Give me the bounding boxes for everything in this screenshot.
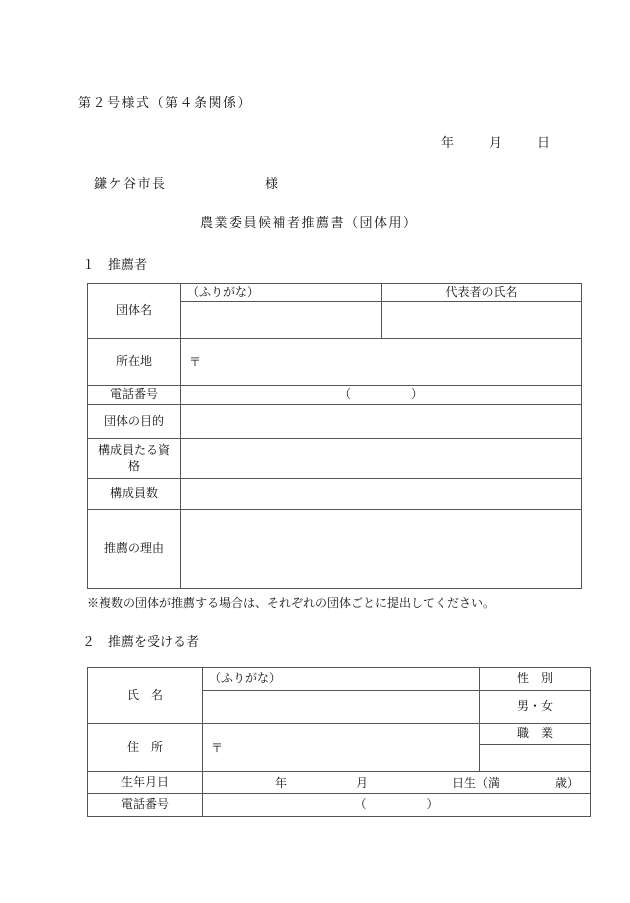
rep-name-field[interactable] bbox=[382, 302, 582, 339]
member-count-label: 構成員数 bbox=[88, 479, 181, 510]
org-purpose-label: 団体の目的 bbox=[88, 405, 181, 439]
candidate-name-field[interactable] bbox=[203, 691, 480, 724]
member-qualification-label: 構成員たる資格 bbox=[88, 439, 181, 479]
birth-year-label: 年 bbox=[275, 776, 288, 790]
occupation-label: 職 業 bbox=[480, 724, 591, 745]
member-count-field[interactable] bbox=[181, 479, 582, 510]
gender-label: 性 別 bbox=[480, 668, 591, 691]
rep-name-label: 代表者の氏名 bbox=[382, 284, 582, 302]
candidate-address-field[interactable] bbox=[203, 724, 480, 772]
date-month-label: 月 bbox=[489, 136, 503, 151]
gender-options[interactable]: 男・女 bbox=[480, 691, 591, 724]
member-qualification-field[interactable] bbox=[181, 439, 582, 479]
recommendation-reason-field[interactable] bbox=[181, 510, 582, 589]
candidate-phone-label: 電話番号 bbox=[88, 794, 203, 817]
document-title: 農業委員候補者推薦書（団体用） bbox=[200, 216, 418, 231]
addressee: 鎌ケ谷市長 bbox=[94, 177, 167, 192]
org-address-field[interactable] bbox=[181, 339, 582, 386]
date-day-label: 日 bbox=[537, 136, 551, 151]
org-phone-field[interactable]: （ ） bbox=[181, 386, 582, 405]
org-furigana-label: （ふりがな） bbox=[181, 284, 382, 302]
org-name-field[interactable] bbox=[181, 302, 382, 339]
birthdate-label: 生年月日 bbox=[88, 772, 203, 794]
zip-mark: 〒 bbox=[189, 355, 202, 370]
org-purpose-field[interactable] bbox=[181, 405, 582, 439]
section2-heading: ２ 推薦を受ける者 bbox=[82, 635, 200, 650]
recommendation-reason-label: 推薦の理由 bbox=[88, 510, 181, 589]
birth-month-label: 月 bbox=[356, 776, 369, 790]
org-name-label: 団体名 bbox=[88, 284, 181, 339]
org-phone-label: 電話番号 bbox=[88, 386, 181, 405]
candidate-address-label: 住 所 bbox=[88, 724, 203, 772]
candidate-name-label: 氏 名 bbox=[88, 668, 203, 724]
birth-day-age-label: 日生（満 bbox=[452, 776, 501, 790]
birthdate-field[interactable] bbox=[203, 772, 591, 794]
addressee-honorific: 様 bbox=[265, 177, 279, 192]
candidate-zip-mark: 〒 bbox=[211, 740, 224, 755]
candidate-furigana-label: （ふりがな） bbox=[203, 668, 480, 691]
section1-heading: １ 推薦者 bbox=[82, 258, 148, 273]
org-address-label: 所在地 bbox=[88, 339, 181, 386]
age-suffix-label: 歳） bbox=[555, 776, 580, 790]
candidate-table bbox=[87, 667, 591, 817]
date-year-label: 年 bbox=[441, 136, 455, 151]
multiple-org-note: ※複数の団体が推薦する場合は、それぞれの団体ごとに提出してください。 bbox=[87, 596, 496, 610]
form-number: 第２号様式（第４条関係） bbox=[78, 96, 253, 111]
recommender-table bbox=[87, 283, 582, 589]
candidate-phone-field[interactable]: （ ） bbox=[203, 794, 591, 817]
occupation-field[interactable] bbox=[480, 745, 591, 772]
